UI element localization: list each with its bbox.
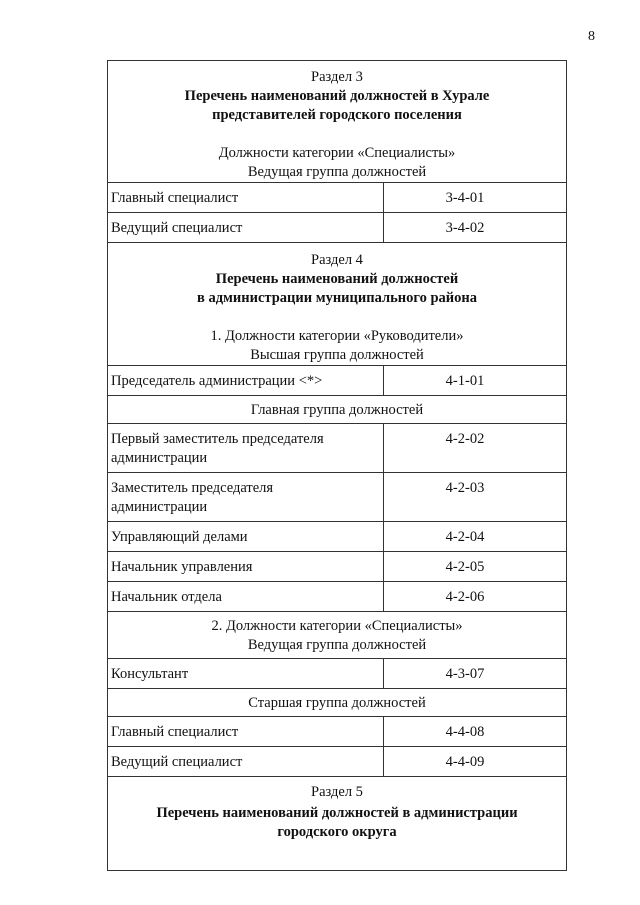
position-name: Главный специалист [108,183,384,213]
section3-subtitle-line1: Перечень наименований должностей в Хурале [184,88,490,104]
position-code: 4-2-05 [384,552,567,582]
position-name [108,473,384,522]
section5-subtitle-line1: Перечень наименований должностей в администрации [156,805,518,821]
position-code: 4-3-07 [384,659,567,689]
position-name: Консультант [108,659,384,689]
table-row [108,659,567,689]
position-code: 3-4-01 [384,183,567,213]
table-row [108,522,567,552]
table-row [108,552,567,582]
section3-title: Раздел 3 [311,69,363,85]
positions-table [107,60,567,871]
position-name-line2: администрации [111,499,208,515]
position-code: 4-2-03 [384,473,567,522]
group-main-label: Главная группа должностей [108,396,567,424]
section5-header-row [108,777,567,871]
section5-title: Раздел 5 [311,784,363,800]
position-name: Управляющий делами [108,522,384,552]
section3-header [108,61,567,183]
section3-category-line1: Должности категории «Специалисты» [218,145,456,161]
group-row [108,689,567,717]
section3-subtitle-line2: представителей городского поселения [212,107,462,123]
position-name-line2: администрации [111,450,208,466]
position-name-line1: Заместитель председателя [111,480,274,496]
position-code: 3-4-02 [384,213,567,243]
section4-subtitle-line1: Перечень наименований должностей [215,271,459,287]
position-name-line1: Первый заместитель председателя [111,431,324,447]
section3-header-row [108,61,567,183]
table-row [108,424,567,473]
page-number: 8 [588,29,595,44]
section4-header-row [108,243,567,366]
section4-category2-line1: 2. Должности категории «Специалисты» [211,618,463,634]
section4-subtitle-line2: в администрации муниципального района [196,290,478,306]
section4-category2 [108,612,567,659]
table-row [108,582,567,612]
category2-row [108,612,567,659]
position-name: Председатель администрации <*> [108,366,384,396]
table-row [108,213,567,243]
position-code: 4-2-02 [384,424,567,473]
section4-category1-line2: Высшая группа должностей [250,347,424,363]
section5-header [108,777,567,871]
table-row [108,366,567,396]
table-row [108,473,567,522]
position-code: 4-1-01 [384,366,567,396]
position-code: 4-2-06 [384,582,567,612]
table-row [108,183,567,213]
section4-category2-line2: Ведущая группа должностей [247,637,427,653]
table-row [108,747,567,777]
position-code: 4-4-08 [384,717,567,747]
section5-subtitle-line2: городского округа [277,824,397,840]
position-code: 4-2-04 [384,522,567,552]
section4-category1-line1: 1. Должности категории «Руководители» [210,328,464,344]
position-name: Ведущий специалист [108,747,384,777]
position-name: Начальник отдела [108,582,384,612]
group-row [108,396,567,424]
group-senior-label: Старшая группа должностей [108,689,567,717]
position-name: Начальник управления [108,552,384,582]
position-name: Главный специалист [108,717,384,747]
section4-header [108,243,567,366]
position-name: Ведущий специалист [108,213,384,243]
section3-category-line2: Ведущая группа должностей [247,164,427,180]
section4-title: Раздел 4 [311,252,363,268]
position-code: 4-4-09 [384,747,567,777]
position-name [108,424,384,473]
table-row [108,717,567,747]
